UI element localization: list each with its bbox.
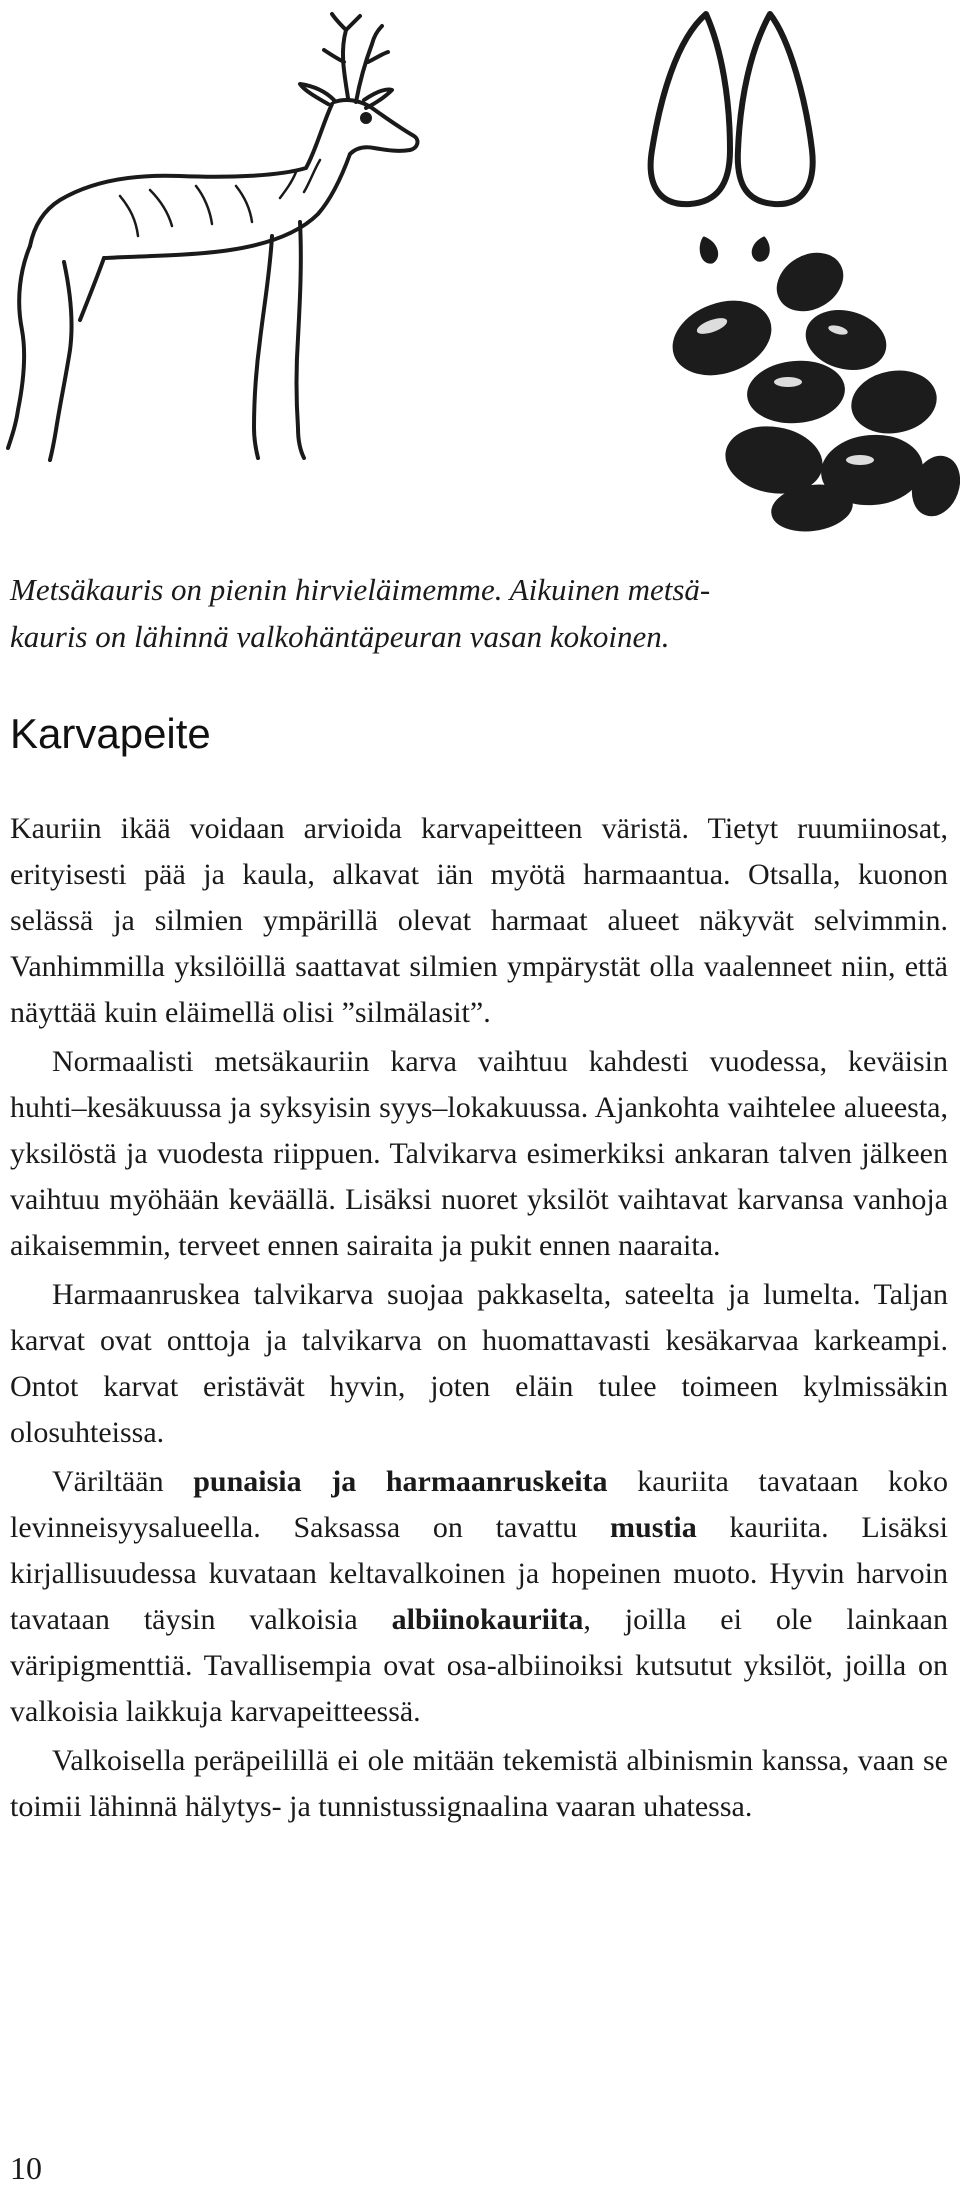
paragraph-4-text-2: kauriita tavataan koko levinneisyysalueella. Saksassa on tavattu xyxy=(10,1465,948,1544)
paragraph-5: Valkoisella peräpeilillä ei ole mitään tekemistä albinismin kanssa, vaan se toimii lähinnä hälytys- ja tunnistussignaalina vaaran uhatessa. xyxy=(10,1744,948,1823)
paragraph-4-bold-1: punaisia ja harmaanruskeita xyxy=(193,1465,608,1498)
paragraph-1: Kauriin ikää voidaan arvioida karvapeitteen väristä. Tietyt ruumiinosat, erityisesti pää ja kaula, alkavat iän myötä harmaantua. Otsalla, kuonon selässä ja silmien ympärillä olevat harmaat alueet näkyvät selvimmin. Vanhimmilla yksilöillä saattavat silmien ympärystät olla vaalenneet niin, että näyttää kuin eläimellä olisi ”silmälasit”. xyxy=(10,812,948,1029)
illustrations xyxy=(0,0,960,560)
paragraph-4-text-3: kauriita. Lisäksi kirjallisuudessa kuvataan keltavalkoinen ja hopeinen muoto. Hyvin harvoin tavataan täysin valkoisia xyxy=(10,1511,948,1636)
section-body xyxy=(10,806,948,1833)
paragraph-4-bold-3: albiinokauriita xyxy=(391,1603,584,1636)
caption-line-1: Metsäkauris on pienin hirvieläimemme. Aikuinen metsä- xyxy=(10,572,711,607)
paragraph-4 xyxy=(10,1459,948,1735)
hoof-print-illustration xyxy=(651,14,813,262)
image-caption xyxy=(10,566,948,660)
section-title: Karvapeite xyxy=(10,710,211,757)
paragraph-2: Normaalisti metsäkauriin karva vaihtuu kahdesti vuodessa, keväisin huhti–kesäkuussa ja syksyisin syys–lokakuussa. Ajankohta vaihtelee alueesta, yksilöstä ja vuodesta riippuen. Talvikarva esimerkiksi ankaran talven jälkeen vaihtuu myöhään keväällä. Lisäksi nuoret yksilöt vaihtavat karvansa vanhoja aikaisemmin, terveet ennen sairaita ja pukit ennen naaraita. xyxy=(10,1045,948,1262)
droppings-illustration xyxy=(663,242,960,535)
paragraph-4-text-1: Väriltään xyxy=(52,1465,194,1498)
roe-deer-illustration xyxy=(8,14,417,460)
page-number: 10 xyxy=(10,2150,42,2186)
paragraph-3: Harmaanruskea talvikarva suojaa pakkaselta, sateelta ja lumelta. Taljan karvat ovat onttoja ja talvikarva on huomattavasti kesäkarvaa karkeampi. Ontot karvat eristävät hyvin, joten eläin tulee toimeen kylmissäkin olosuhteissa. xyxy=(10,1278,948,1449)
paragraph-4-text-4: , joilla ei ole lainkaan väripigmenttiä. Tavallisempia ovat osa-albiinoiksi kutsutut yksilöt, joilla on valkoisia laikkuja karvapeitteessä. xyxy=(10,1603,948,1728)
caption-line-2: kauris on lähinnä valkohäntäpeuran vasan kokoinen. xyxy=(10,619,670,654)
paragraph-4-bold-2: mustia xyxy=(610,1511,697,1544)
